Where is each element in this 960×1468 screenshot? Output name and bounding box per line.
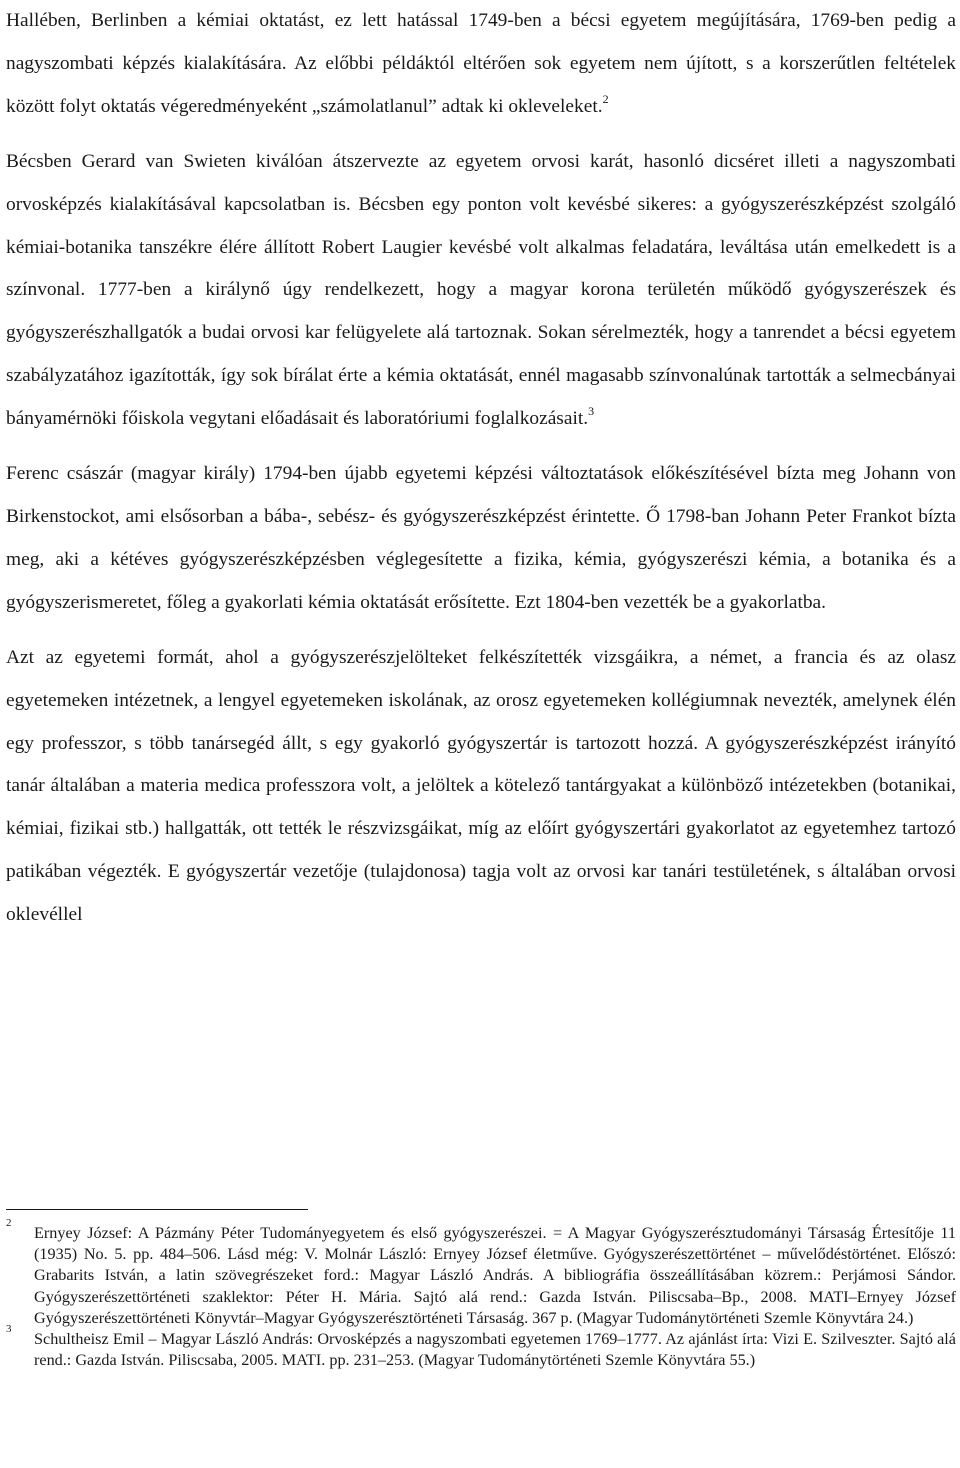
footnote-text: Schultheisz Emil – Magyar László András: Orvosképzés a nagyszombati egyetemen 1769–1777. Az ajánlást írta: Vizi E. Szilveszter. Sajtó alá rend.: Gazda István. Piliscsaba, 2005. MATI. pp. 231–253. (Magyar Tudománytörténeti Szemle Könyvtára 55.)	[34, 1330, 956, 1370]
paragraph-text: Bécsben Gerard van Swieten kiválóan átszervezte az egyetem orvosi karát, hasonló dicséret illeti a nagyszombati orvosképzés kialakításával kapcsolatban is. Bécsben egy ponton volt kevésbé sikeres: a gyógyszerészképzést szolgáló kémiai-botanika tanszékre élére állított Robert Laugier kevésbé volt alkalmas feladatára, leváltása után emelkedett is a színvonal. 1777-ben a királynő úgy rendelkezett, hogy a magyar korona területén működő gyógyszerészek és gyógyszerészhallgatók a budai orvosi kar felügyelete alá tartoznak. Sokan sérelmezték, hogy a tanrendet a bécsi egyetem szabályzatához igazították, így sok bírálat érte a kémia oktatását, ennél magasabb színvonalúnak tartották a selmecbányai bányamérnöki főiskola vegytani előadásait és laboratóriumi foglalkozásait.	[6, 150, 956, 430]
footnote-number: 2	[6, 1217, 12, 1229]
footnotes	[6, 1217, 956, 1371]
paragraph-2	[6, 141, 956, 441]
paragraph-text: Hallében, Berlinben a kémiai oktatást, ez lett hatással 1749-ben a bécsi egyetem megújítására, 1769-ben pedig a nagyszombati képzés kialakítására. Az előbbi példáktól eltérően sok egyetem nem újított, s a korszerűtlen feltételek között folyt oktatás végeredményeként „számolatlanul” adtak ki okleveleket.	[6, 10, 956, 117]
paragraph-text: Azt az egyetemi formát, ahol a gyógyszerészjelölteket felkészítették vizsgáikra, a német, a francia és az olasz egyetemeken intézetnek, a lengyel egyetemeken iskolának, az orosz egyetemeken kollégiumnak nevezték, amelynek élén egy professzor, s több tanársegéd állt, s egy gyakorló gyógyszertár is tartozott hozzá. A gyógyszerészképzést irányító tanár általában a materia medica professzora volt, a jelöltek a kötelező tantárgyakat a különböző intézetekben (botanikai, kémiai, fizikai stb.) hallgatták, ott tették le részvizsgáikat, míg az előírt gyógyszertári gyakorlatot az egyetemhez tartozó patikában végezték. E gyógyszertár vezetője (tulajdonosa) tagja volt az orvosi kar tanári testületének, s általában orvosi oklevéllel	[6, 646, 956, 926]
footnote-text: Ernyey József: A Pázmány Péter Tudományegyetem és első gyógyszerészei. = A Magyar Gyógyszerésztudományi Társaság Értesítője 11 (1935) No. 5. pp. 484–506. Lásd még: V. Molnár László: Ernyey József életműve. Gyógyszerészettörténet – művelődéstörténet. Előszó: Grabarits István, a latin szövegrészeket ford.: Magyar László András. A bibliográfia összeállításában közrem.: Perjámosi Sándor. Gyógyszerészettörténeti szaklektor: Péter H. Mária. Sajtó alá rend.: Gazda István. Piliscsaba–Bp., 2008. MATI–Ernyey József Gyógyszerészettörténeti Könyvtár–Magyar Gyógyszerésztörténeti Társaság. 367 p. (Magyar Tudománytörténeti Szemle Könyvtára 24.)	[34, 1224, 956, 1327]
paragraph-text: Ferenc császár (magyar király) 1794-ben újabb egyetemi képzési változtatások előkészítésével bízta meg Johann von Birkenstockot, ami elsősorban a bába-, sebész- és gyógyszerészképzést érintette. Ő 1798-ban Johann Peter Frankot bízta meg, aki a kétéves gyógyszerészképzésben véglegesítette a fizika, kémia, gyógyszerészi kémia, a botanika és a gyógyszerismeretet, főleg a gyakorlati kémia oktatását erősítette. Ezt 1804-ben vezették be a gyakorlatba.	[6, 463, 956, 613]
footnote-ref-3[interactable]: 3	[588, 404, 595, 419]
paragraph-4	[6, 637, 956, 937]
paragraph-3	[6, 453, 956, 625]
footnote-2	[6, 1217, 956, 1329]
footnote-3	[6, 1323, 956, 1371]
footnote-ref-2[interactable]: 2	[602, 91, 609, 106]
document-body	[6, 0, 956, 937]
footnote-number: 3	[6, 1323, 12, 1336]
footnote-separator	[6, 1209, 308, 1210]
paragraph-1	[6, 0, 956, 129]
